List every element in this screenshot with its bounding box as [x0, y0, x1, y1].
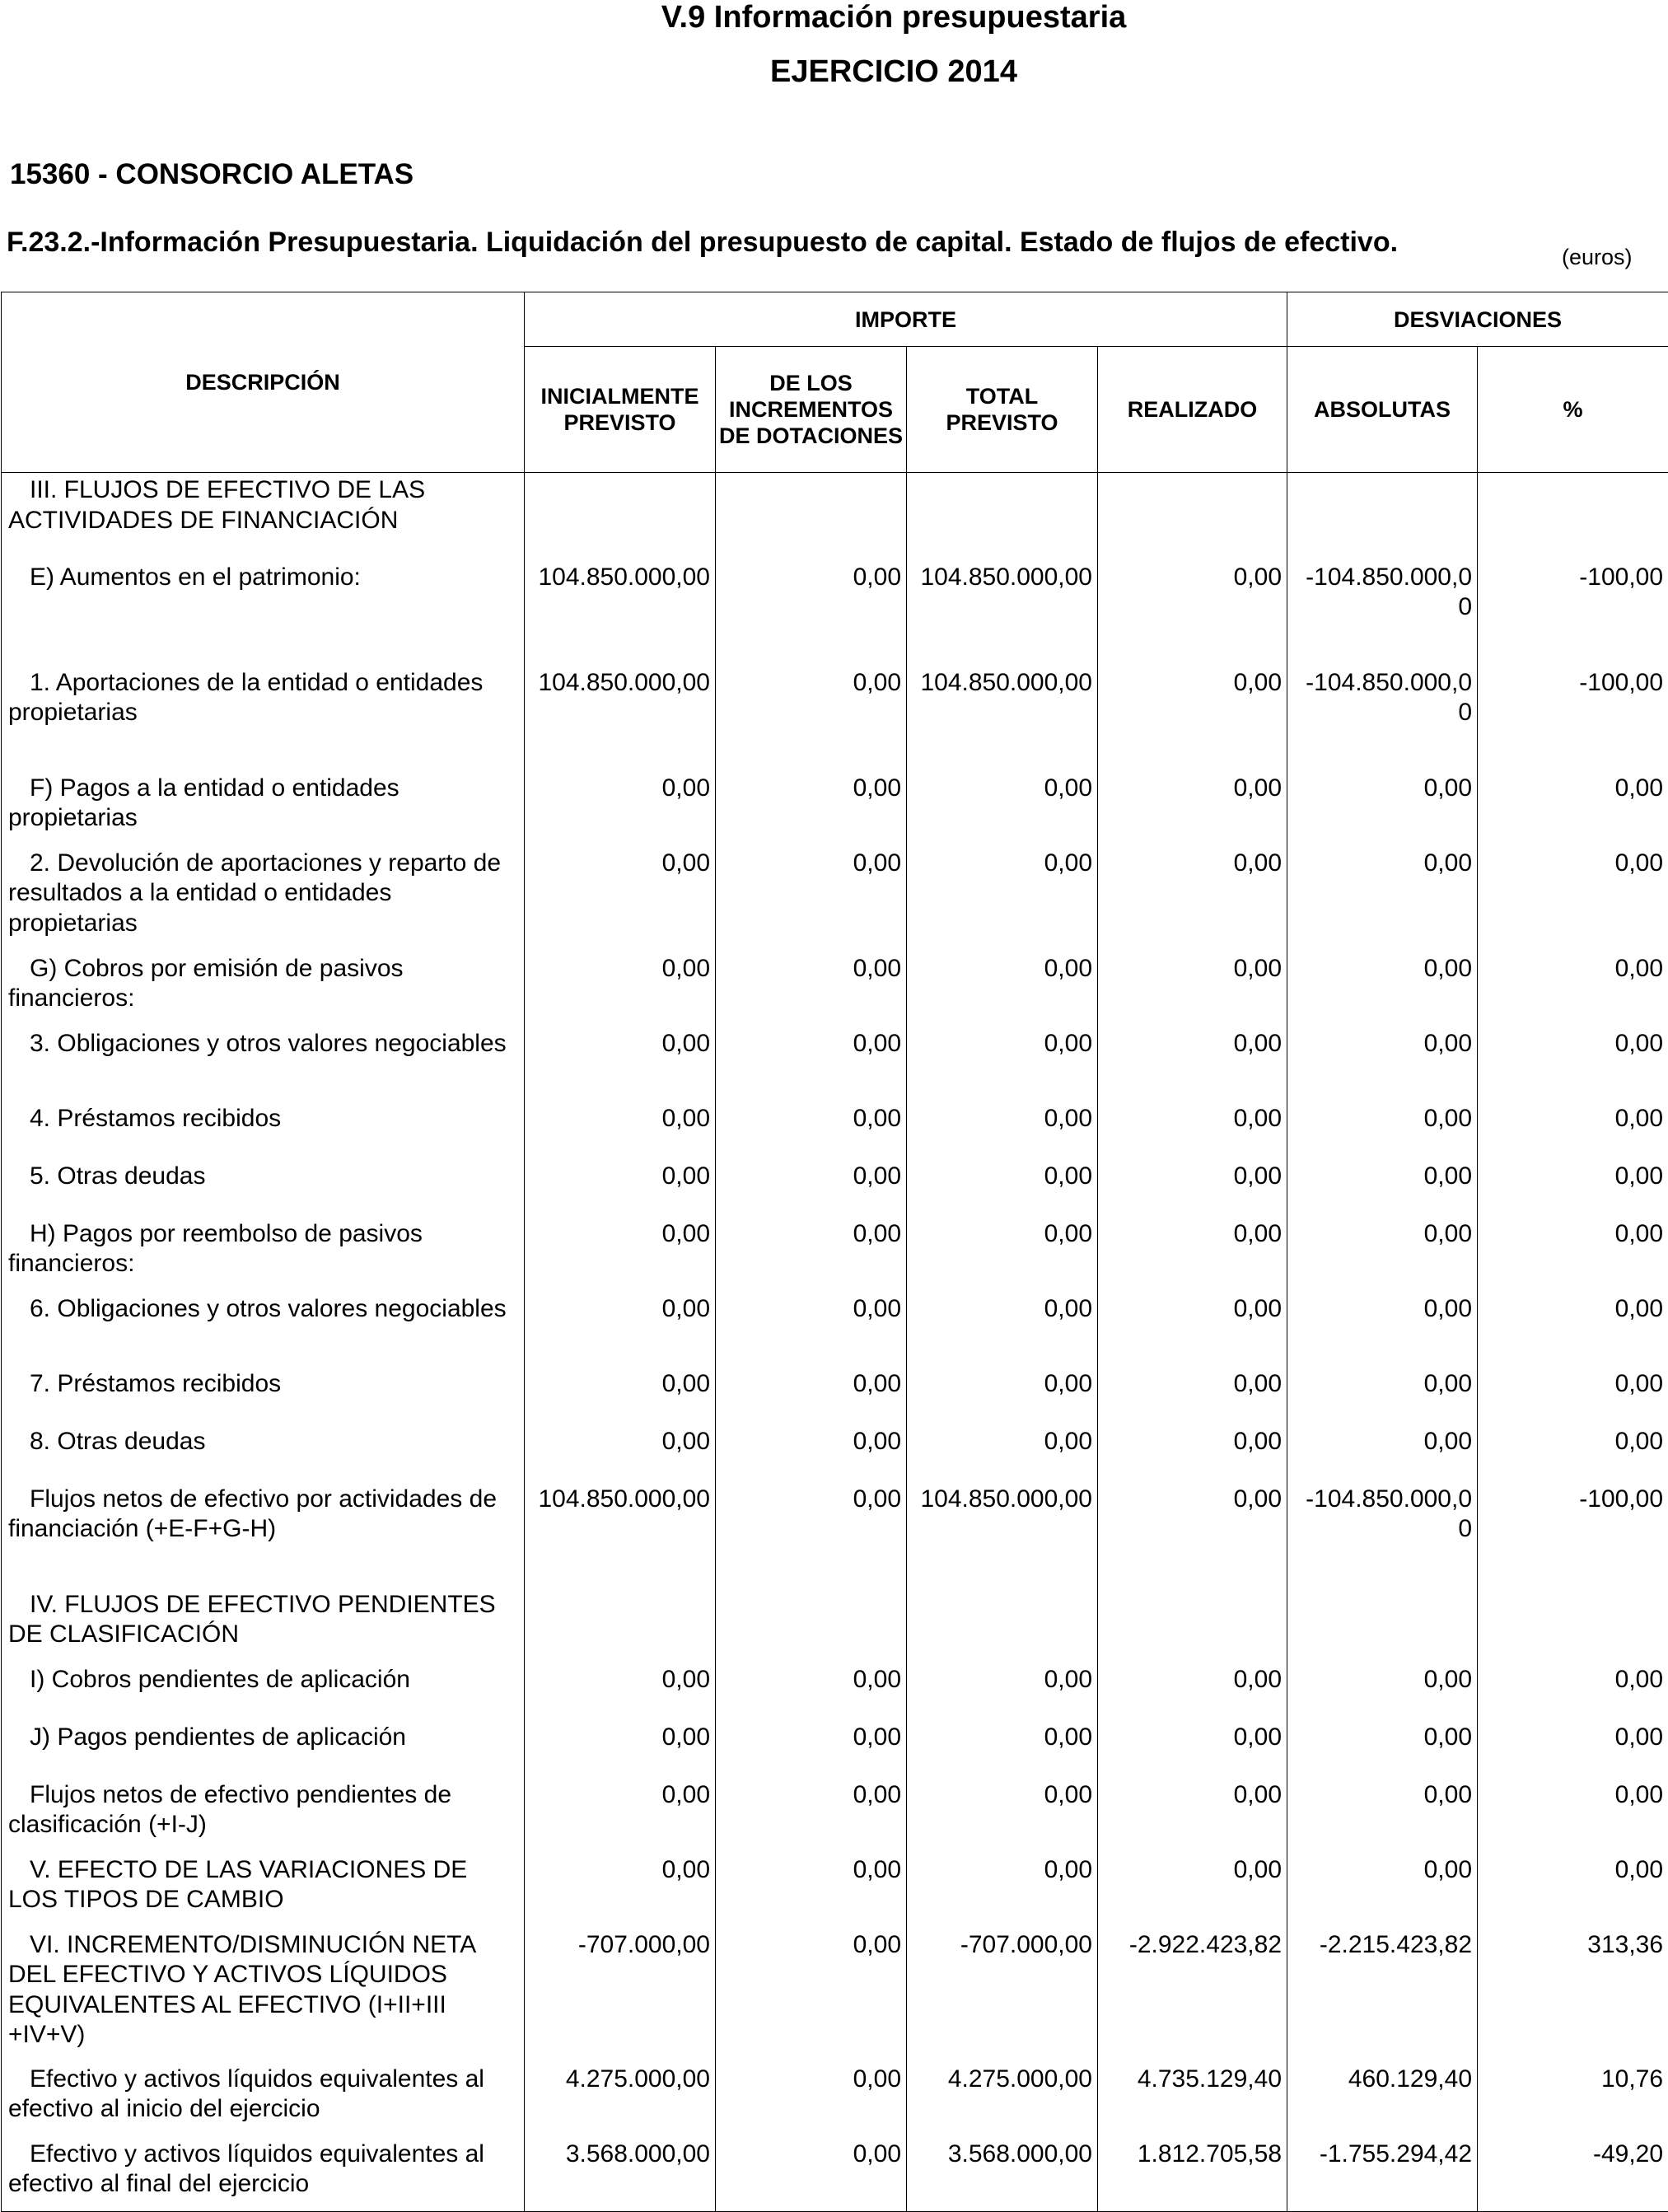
- cell-inicial: [525, 1588, 716, 1663]
- cell-pct: 313,36: [1478, 1928, 1668, 2062]
- row-description: Flujos netos de efectivo pendientes de clasificación (+I-J): [2, 1778, 525, 1853]
- cell-absolutas: 0,00: [1287, 1778, 1478, 1853]
- row-description: Efectivo y activos líquidos equivalentes al efectivo al inicio del ejercicio: [2, 2062, 525, 2137]
- cell-realizado: 0,00: [1098, 1026, 1287, 1101]
- table-row: [2, 771, 1668, 846]
- group-header-importe: IMPORTE: [525, 292, 1287, 347]
- cell-absolutas: 0,00: [1287, 1159, 1478, 1217]
- cell-inicial: 0,00: [525, 1217, 716, 1292]
- cell-total: 0,00: [907, 1101, 1098, 1159]
- row-description: 2. Devolución de aportaciones y reparto de resultados a la entidad o entidades propietarias: [2, 846, 525, 952]
- table-row: [2, 846, 1668, 952]
- cell-total: 0,00: [907, 952, 1098, 1026]
- cell-pct: 0,00: [1478, 771, 1668, 846]
- row-description: G) Cobros por emisión de pasivos financieros:: [2, 952, 525, 1026]
- cash-flow-table: [1, 292, 1668, 2212]
- cell-inicial: -707.000,00: [525, 1928, 716, 2062]
- cell-pct: 0,00: [1478, 1026, 1668, 1101]
- group-header-desviaciones: DESVIACIONES: [1287, 292, 1668, 347]
- cell-incrementos: 0,00: [716, 1424, 907, 1482]
- table-row: [2, 560, 1668, 666]
- cell-inicial: 0,00: [525, 1424, 716, 1482]
- table-row: [2, 1853, 1668, 1928]
- table-row: [2, 1482, 1668, 1588]
- cell-realizado: 0,00: [1098, 846, 1287, 952]
- cell-inicial: [525, 473, 716, 560]
- cell-pct: 0,00: [1478, 846, 1668, 952]
- cell-incrementos: 0,00: [716, 1853, 907, 1928]
- cell-inicial: 0,00: [525, 952, 716, 1026]
- cell-total: 0,00: [907, 1853, 1098, 1928]
- cell-absolutas: -104.850.000,00: [1287, 560, 1478, 666]
- cell-total: 0,00: [907, 1778, 1098, 1853]
- cell-inicial: 0,00: [525, 1159, 716, 1217]
- table-row: [2, 1720, 1668, 1778]
- cell-inicial: 0,00: [525, 771, 716, 846]
- cell-realizado: 0,00: [1098, 1778, 1287, 1853]
- cell-incrementos: 0,00: [716, 1217, 907, 1292]
- cell-absolutas: 0,00: [1287, 1424, 1478, 1482]
- cell-realizado: 0,00: [1098, 1482, 1287, 1588]
- cell-realizado: 0,00: [1098, 560, 1287, 666]
- cell-incrementos: [716, 473, 907, 560]
- cell-realizado: 0,00: [1098, 1424, 1287, 1482]
- cell-realizado: 0,00: [1098, 1292, 1287, 1367]
- cell-incrementos: 0,00: [716, 666, 907, 771]
- col-header-realizado: REALIZADO: [1098, 347, 1287, 473]
- cell-total: 0,00: [907, 1367, 1098, 1424]
- cell-realizado: 0,00: [1098, 1853, 1287, 1928]
- cell-total: 104.850.000,00: [907, 560, 1098, 666]
- col-header-total: TOTAL PREVISTO: [907, 347, 1098, 473]
- cell-inicial: 0,00: [525, 1292, 716, 1367]
- cell-total: 0,00: [907, 1292, 1098, 1367]
- cell-total: [907, 473, 1098, 560]
- cell-total: 0,00: [907, 1159, 1098, 1217]
- cell-inicial: 0,00: [525, 1026, 716, 1101]
- cell-pct: 0,00: [1478, 1101, 1668, 1159]
- cell-pct: 0,00: [1478, 1217, 1668, 1292]
- cell-incrementos: 0,00: [716, 2137, 907, 2212]
- cell-inicial: 0,00: [525, 1720, 716, 1778]
- row-description: Flujos netos de efectivo por actividades de financiación (+E-F+G-H): [2, 1482, 525, 1588]
- row-description: E) Aumentos en el patrimonio:: [2, 560, 525, 666]
- cell-total: 3.568.000,00: [907, 2137, 1098, 2212]
- row-description: 5. Otras deudas: [2, 1159, 525, 1217]
- cell-absolutas: [1287, 1588, 1478, 1663]
- cell-inicial: 0,00: [525, 1663, 716, 1720]
- row-description: Efectivo y activos líquidos equivalentes al efectivo al final del ejercicio: [2, 2137, 525, 2212]
- cell-total: 0,00: [907, 1663, 1098, 1720]
- cell-incrementos: 0,00: [716, 952, 907, 1026]
- col-header-incrementos: DE LOS INCREMENTOS DE DOTACIONES: [716, 347, 907, 473]
- col-header-pct: %: [1478, 347, 1668, 473]
- page-subtitle: EJERCICIO 2014: [0, 54, 1668, 90]
- cell-incrementos: 0,00: [716, 1367, 907, 1424]
- cell-total: 0,00: [907, 846, 1098, 952]
- cell-pct: 0,00: [1478, 1720, 1668, 1778]
- cell-pct: 0,00: [1478, 1159, 1668, 1217]
- cell-inicial: 104.850.000,00: [525, 560, 716, 666]
- cell-realizado: 0,00: [1098, 1217, 1287, 1292]
- cell-total: 0,00: [907, 1217, 1098, 1292]
- cell-pct: -49,20: [1478, 2137, 1668, 2212]
- cell-total: 4.275.000,00: [907, 2062, 1098, 2137]
- cell-absolutas: [1287, 473, 1478, 560]
- table-body: [2, 473, 1668, 2212]
- cell-inicial: 104.850.000,00: [525, 1482, 716, 1588]
- report-heading: F.23.2.-Información Presupuestaria. Liquidación del presupuesto de capital. Estado de flujos de efectivo.: [7, 227, 1398, 259]
- units-label: (euros): [1562, 245, 1633, 270]
- cell-inicial: 0,00: [525, 1101, 716, 1159]
- table-row: [2, 473, 1668, 560]
- cell-incrementos: 0,00: [716, 560, 907, 666]
- row-description: 4. Préstamos recibidos: [2, 1101, 525, 1159]
- table-row: [2, 1928, 1668, 2062]
- cell-incrementos: 0,00: [716, 846, 907, 952]
- col-header-inicial: INICIALMENTE PREVISTO: [525, 347, 716, 473]
- cell-realizado: 0,00: [1098, 1101, 1287, 1159]
- cell-absolutas: 0,00: [1287, 771, 1478, 846]
- cell-pct: 10,76: [1478, 2062, 1668, 2137]
- cell-pct: -100,00: [1478, 560, 1668, 666]
- cell-incrementos: 0,00: [716, 1778, 907, 1853]
- table-row: [2, 1424, 1668, 1482]
- cell-inicial: 4.275.000,00: [525, 2062, 716, 2137]
- table-row: [2, 2062, 1668, 2137]
- cell-absolutas: 0,00: [1287, 1026, 1478, 1101]
- cell-realizado: -2.922.423,82: [1098, 1928, 1287, 2062]
- cell-absolutas: 0,00: [1287, 846, 1478, 952]
- cell-incrementos: 0,00: [716, 771, 907, 846]
- cell-pct: -100,00: [1478, 1482, 1668, 1588]
- cell-pct: 0,00: [1478, 1367, 1668, 1424]
- cell-pct: 0,00: [1478, 1778, 1668, 1853]
- cell-total: 104.850.000,00: [907, 666, 1098, 771]
- cell-absolutas: 0,00: [1287, 1217, 1478, 1292]
- row-description: VI. INCREMENTO/DISMINUCIÓN NETA DEL EFECTIVO Y ACTIVOS LÍQUIDOS EQUIVALENTES AL EFECTIVO (I+II+III +IV+V): [2, 1928, 525, 2062]
- row-description: V. EFECTO DE LAS VARIACIONES DE LOS TIPOS DE CAMBIO: [2, 1853, 525, 1928]
- row-description: 1. Aportaciones de la entidad o entidades propietarias: [2, 666, 525, 771]
- table-row: [2, 1663, 1668, 1720]
- cell-realizado: 0,00: [1098, 952, 1287, 1026]
- cell-incrementos: 0,00: [716, 2062, 907, 2137]
- cell-absolutas: 0,00: [1287, 1367, 1478, 1424]
- cell-realizado: [1098, 1588, 1287, 1663]
- table-row: [2, 666, 1668, 771]
- row-description: F) Pagos a la entidad o entidades propietarias: [2, 771, 525, 846]
- cell-realizado: 0,00: [1098, 1720, 1287, 1778]
- row-description: 7. Préstamos recibidos: [2, 1367, 525, 1424]
- cell-absolutas: 460.129,40: [1287, 2062, 1478, 2137]
- col-header-descripcion: DESCRIPCIÓN: [2, 292, 525, 473]
- row-description: H) Pagos por reembolso de pasivos financieros:: [2, 1217, 525, 1292]
- cell-realizado: 1.812.705,58: [1098, 2137, 1287, 2212]
- cell-realizado: 0,00: [1098, 1367, 1287, 1424]
- cell-absolutas: 0,00: [1287, 1101, 1478, 1159]
- cell-pct: -100,00: [1478, 666, 1668, 771]
- row-description: J) Pagos pendientes de aplicación: [2, 1720, 525, 1778]
- cell-total: [907, 1588, 1098, 1663]
- page-title: V.9 Información presupuestaria: [0, 0, 1668, 35]
- cell-total: 104.850.000,00: [907, 1482, 1098, 1588]
- cell-realizado: 4.735.129,40: [1098, 2062, 1287, 2137]
- cell-absolutas: 0,00: [1287, 1292, 1478, 1367]
- cell-total: -707.000,00: [907, 1928, 1098, 2062]
- row-description: III. FLUJOS DE EFECTIVO DE LAS ACTIVIDADES DE FINANCIACIÓN: [2, 473, 525, 560]
- cell-incrementos: 0,00: [716, 1663, 907, 1720]
- cell-total: 0,00: [907, 1424, 1098, 1482]
- table-row: [2, 1588, 1668, 1663]
- cell-absolutas: 0,00: [1287, 1663, 1478, 1720]
- cell-total: 0,00: [907, 771, 1098, 846]
- table-row: [2, 1778, 1668, 1853]
- cell-absolutas: 0,00: [1287, 952, 1478, 1026]
- cell-inicial: 0,00: [525, 1853, 716, 1928]
- col-header-absolutas: ABSOLUTAS: [1287, 347, 1478, 473]
- cell-total: 0,00: [907, 1720, 1098, 1778]
- cell-incrementos: 0,00: [716, 1101, 907, 1159]
- cell-inicial: 0,00: [525, 846, 716, 952]
- table-row: [2, 2137, 1668, 2212]
- entity-heading: 15360 - CONSORCIO ALETAS: [10, 158, 413, 191]
- table-row: [2, 1367, 1668, 1424]
- cell-inicial: 3.568.000,00: [525, 2137, 716, 2212]
- cell-incrementos: [716, 1588, 907, 1663]
- table-row: [2, 1217, 1668, 1292]
- cell-realizado: 0,00: [1098, 666, 1287, 771]
- cell-pct: 0,00: [1478, 1663, 1668, 1720]
- cell-absolutas: -104.850.000,00: [1287, 666, 1478, 771]
- cell-incrementos: 0,00: [716, 1026, 907, 1101]
- table-row: [2, 1101, 1668, 1159]
- cell-absolutas: -2.215.423,82: [1287, 1928, 1478, 2062]
- row-description: 8. Otras deudas: [2, 1424, 525, 1482]
- cell-absolutas: -1.755.294,42: [1287, 2137, 1478, 2212]
- cell-incrementos: 0,00: [716, 1482, 907, 1588]
- cell-realizado: [1098, 473, 1287, 560]
- table-row: [2, 952, 1668, 1026]
- cell-pct: [1478, 1588, 1668, 1663]
- table-row: [2, 1159, 1668, 1217]
- table-row: [2, 1026, 1668, 1101]
- cell-pct: 0,00: [1478, 1853, 1668, 1928]
- row-description: I) Cobros pendientes de aplicación: [2, 1663, 525, 1720]
- cell-realizado: 0,00: [1098, 1663, 1287, 1720]
- cell-realizado: 0,00: [1098, 1159, 1287, 1217]
- cell-incrementos: 0,00: [716, 1720, 907, 1778]
- cell-pct: [1478, 473, 1668, 560]
- cell-pct: 0,00: [1478, 952, 1668, 1026]
- table-row: [2, 1292, 1668, 1367]
- cell-incrementos: 0,00: [716, 1159, 907, 1217]
- cell-absolutas: 0,00: [1287, 1853, 1478, 1928]
- cell-inicial: 104.850.000,00: [525, 666, 716, 771]
- row-description: 3. Obligaciones y otros valores negociables: [2, 1026, 525, 1101]
- cell-absolutas: -104.850.000,00: [1287, 1482, 1478, 1588]
- row-description: IV. FLUJOS DE EFECTIVO PENDIENTES DE CLASIFICACIÓN: [2, 1588, 525, 1663]
- cell-realizado: 0,00: [1098, 771, 1287, 846]
- cell-inicial: 0,00: [525, 1778, 716, 1853]
- cell-incrementos: 0,00: [716, 1292, 907, 1367]
- cell-pct: 0,00: [1478, 1292, 1668, 1367]
- cell-inicial: 0,00: [525, 1367, 716, 1424]
- cell-incrementos: 0,00: [716, 1928, 907, 2062]
- cell-pct: 0,00: [1478, 1424, 1668, 1482]
- cell-absolutas: 0,00: [1287, 1720, 1478, 1778]
- cell-total: 0,00: [907, 1026, 1098, 1101]
- row-description: 6. Obligaciones y otros valores negociables: [2, 1292, 525, 1367]
